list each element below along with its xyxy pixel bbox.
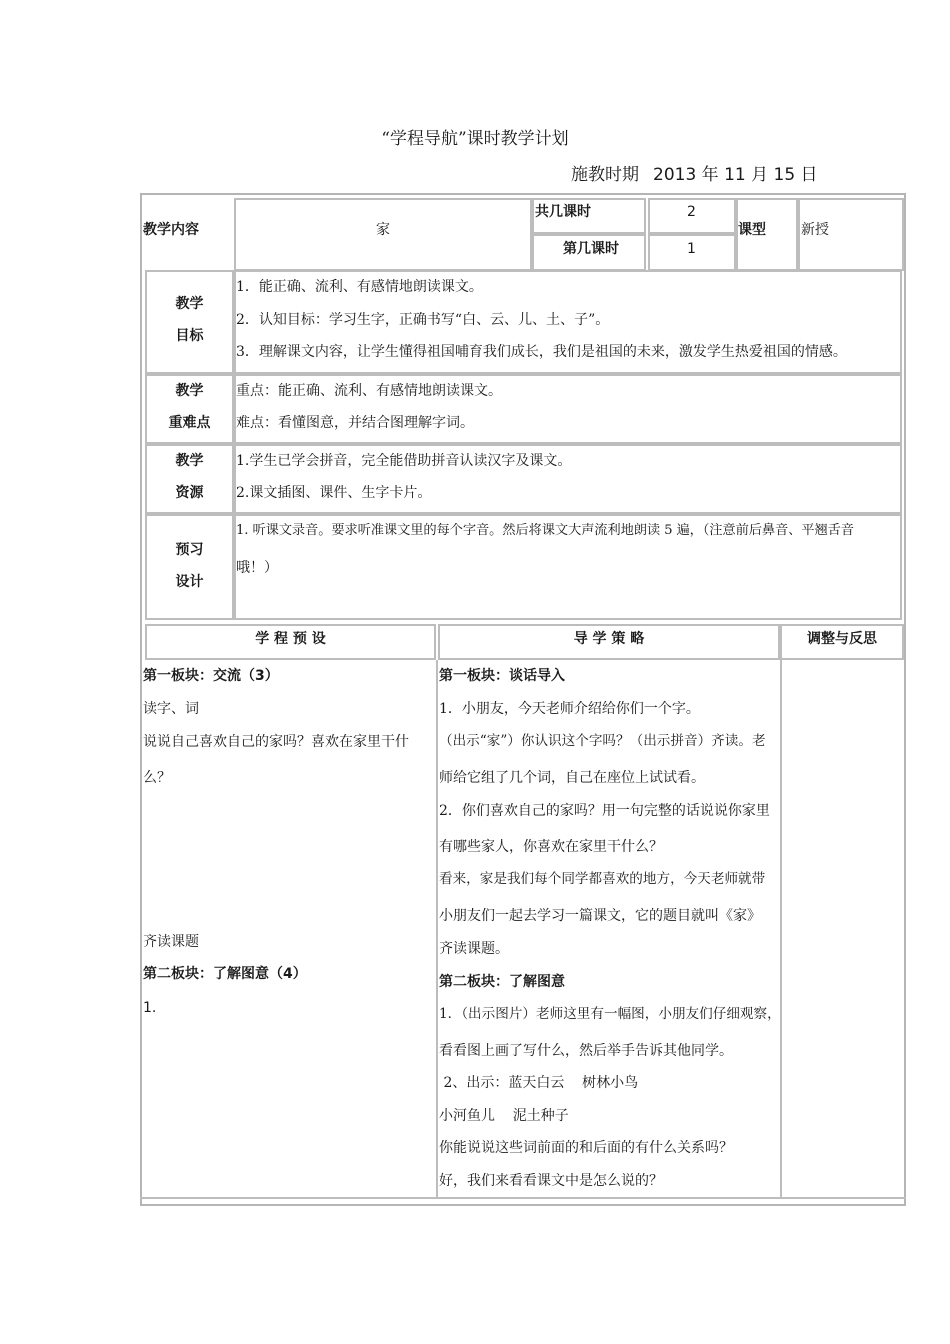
- col2-header: 导 学 策 略: [573, 631, 645, 647]
- keypoints-label-1: 教学: [175, 383, 204, 399]
- keypoints-label-2: 重难点: [168, 415, 211, 431]
- mid-line-3: 师给它组了几个词，自己在座位上试试看。: [439, 770, 705, 786]
- resources-label-2: 资源: [175, 485, 204, 501]
- mid-line-12: 小河鱼儿 泥土种子: [439, 1108, 569, 1124]
- mid-line-6: 看来，家是我们每个同学都喜欢的地方，今天老师就带: [439, 871, 766, 887]
- mid-line-5: 有哪些家人，你喜欢在家里干什么？: [439, 839, 663, 855]
- mid-line-14: 好，我们来看看课文中是怎么说的？: [439, 1173, 663, 1189]
- col3-header: 调整与反思: [807, 631, 877, 647]
- mid-line-8: 齐读课题。: [439, 941, 509, 957]
- date-value: 2013 年 11 月 15 日: [653, 165, 818, 185]
- left-line-1: 读字、词: [143, 701, 199, 717]
- preview-label-cell: [145, 514, 234, 620]
- type-label: 课型: [738, 222, 766, 238]
- preview-line-1: 1. 听课文录音。要求听准课文里的每个字音。然后将课文大声流利地朗读 5 遍，（注意前后鼻音、平翘舌音: [236, 523, 854, 538]
- left-block2-title: 第二板块：了解图意（4）: [143, 966, 307, 982]
- total-label: 共几课时: [535, 204, 591, 220]
- mid-line-10: 看看图上画了写什么，然后举手告诉其他同学。: [439, 1043, 733, 1059]
- nth-value: 1: [687, 241, 696, 257]
- content-label: 教学内容: [143, 222, 199, 238]
- left-block1-title: 第一板块：交流（3）: [143, 668, 279, 684]
- mid-line-11: 2、出示：蓝天白云 树林小鸟: [439, 1075, 639, 1091]
- preview-line-2: 哦！）: [236, 560, 278, 576]
- total-value: 2: [687, 204, 696, 220]
- nth-label: 第几课时: [563, 241, 619, 257]
- preview-label-1: 预习: [175, 542, 204, 558]
- resource-item-1: 1.学生已学会拼音，完全能借助拼音认读汉字及课文。: [236, 453, 572, 469]
- goals-label-2: 目标: [175, 328, 204, 344]
- left-line-5: 1.: [143, 1000, 157, 1016]
- col1-header: 学 程 预 设: [255, 631, 326, 647]
- column-divider-2: [780, 660, 782, 1197]
- column-divider-1: [436, 660, 438, 1197]
- mid-line-2: （出示“家”）你认识这个字吗？（出示拼音）齐读。老: [439, 733, 766, 749]
- goals-label-cell: [145, 270, 234, 374]
- left-line-4: 齐读课题: [143, 934, 199, 950]
- preview-label-2: 设计: [175, 574, 204, 590]
- goals-label-1: 教学: [175, 296, 204, 312]
- date-line: [571, 160, 818, 185]
- mid-line-4: 2．你们喜欢自己的家吗？用一句完整的话说说你家里: [439, 803, 770, 819]
- mid-block2-title: 第二板块：了解图意: [439, 974, 565, 990]
- left-line-3: 么？: [143, 770, 171, 786]
- mid-line-7: 小朋友们一起去学习一篇课文，它的题目就叫《家》: [439, 908, 761, 924]
- resource-item-2: 2.课文插图、课件、生字卡片。: [236, 485, 432, 501]
- mid-line-9: 1．（出示图片）老师这里有一幅图，小朋友们仔细观察，: [439, 1006, 781, 1022]
- mid-line-13: 你能说说这些词前面的和后面的有什么关系吗？: [439, 1140, 733, 1156]
- mid-block1-title: 第一板块：谈话导入: [439, 668, 565, 684]
- left-line-2: 说说自己喜欢自己的家吗？喜欢在家里干什: [143, 734, 409, 750]
- keypoint-item-1: 重点：能正确、流利、有感情地朗读课文。: [236, 383, 502, 399]
- goal-item-3: 3．理解课文内容，让学生懂得祖国哺育我们成长，我们是祖国的未来，激发学生热爱祖国的情感。: [236, 344, 847, 360]
- goal-item-1: 1．能正确、流利、有感情地朗读课文。: [236, 279, 483, 295]
- date-label: 施教时期: [571, 165, 639, 185]
- type-value: 新授: [801, 222, 829, 238]
- content-value: 家: [376, 222, 390, 238]
- bottom-rule: [140, 1197, 906, 1199]
- mid-line-1: 1．小朋友，今天老师介绍给你们一个字。: [439, 701, 700, 717]
- goal-item-2: 2．认知目标：学习生字，正确书写“白、云、儿、土、子”。: [236, 312, 610, 328]
- keypoint-item-2: 难点：看懂图意，并结合图理解字词。: [236, 415, 474, 431]
- page-title: “学程导航”课时教学计划: [381, 129, 569, 149]
- resources-label-1: 教学: [175, 453, 204, 469]
